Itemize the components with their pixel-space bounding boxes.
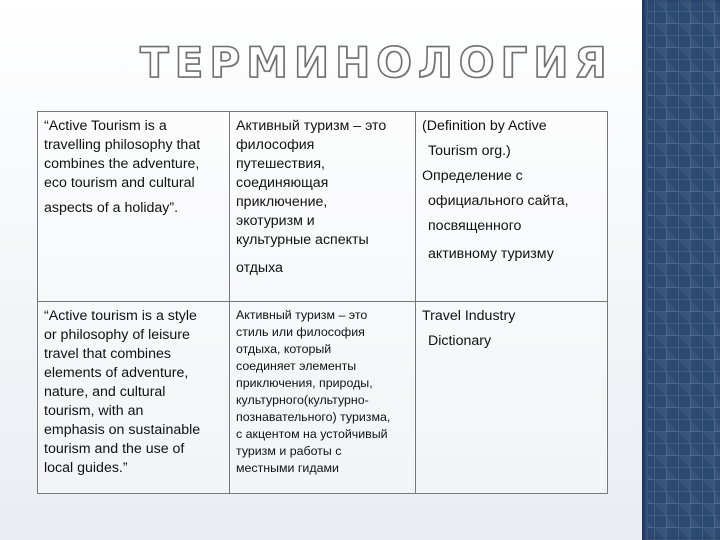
definition-russian-text: Активный туризм – это философия путешествия, соединяющая приключение, экотуризм и культурные аспекты: [236, 118, 387, 248]
terminology-table: [37, 111, 608, 494]
source-line: активному туризму: [428, 246, 554, 262]
source-line: (Definition by Active: [422, 118, 547, 134]
source-line: Определение с: [422, 168, 523, 184]
source-cell: [416, 112, 608, 302]
definition-russian-tail: отдыха: [236, 260, 283, 276]
source-line: официального сайта,: [428, 193, 569, 209]
definition-english-text: “Active tourism is a style or philosophy of leisure travel that combines elements of adventure, nature, and cultural tourism, with an emphasis on sustainable tourism and the use of local guides.”: [44, 308, 201, 476]
source-cell: [416, 302, 608, 494]
table-row: [38, 112, 608, 302]
definition-russian-cell: [230, 302, 416, 494]
decorative-side-panel: [642, 0, 720, 540]
source-line: Tourism org.): [428, 143, 511, 159]
definition-russian-cell: [230, 112, 416, 302]
definition-english-cell: [38, 112, 230, 302]
slide-title: ТЕРМИНОЛОГИЯ: [140, 38, 613, 87]
source-line: Travel Industry: [422, 308, 516, 324]
definition-english-tail: aspects of a holiday”.: [44, 200, 179, 216]
definition-english-cell: [38, 302, 230, 494]
table-row: [38, 302, 608, 494]
source-line: посвященного: [428, 218, 522, 234]
definition-russian-text: Активный туризм – это стиль или философия отдыха, который соединяет элементы приключения, природы, культурного(культурно- познавательного) туризма, с акцентом на устойчивый туризм и работы с местными гидами: [236, 308, 391, 475]
source-line: Dictionary: [428, 333, 492, 349]
definition-english-text: “Active Tourism is a travelling philosophy that combines the adventure, eco tourism and cultural: [44, 118, 201, 191]
